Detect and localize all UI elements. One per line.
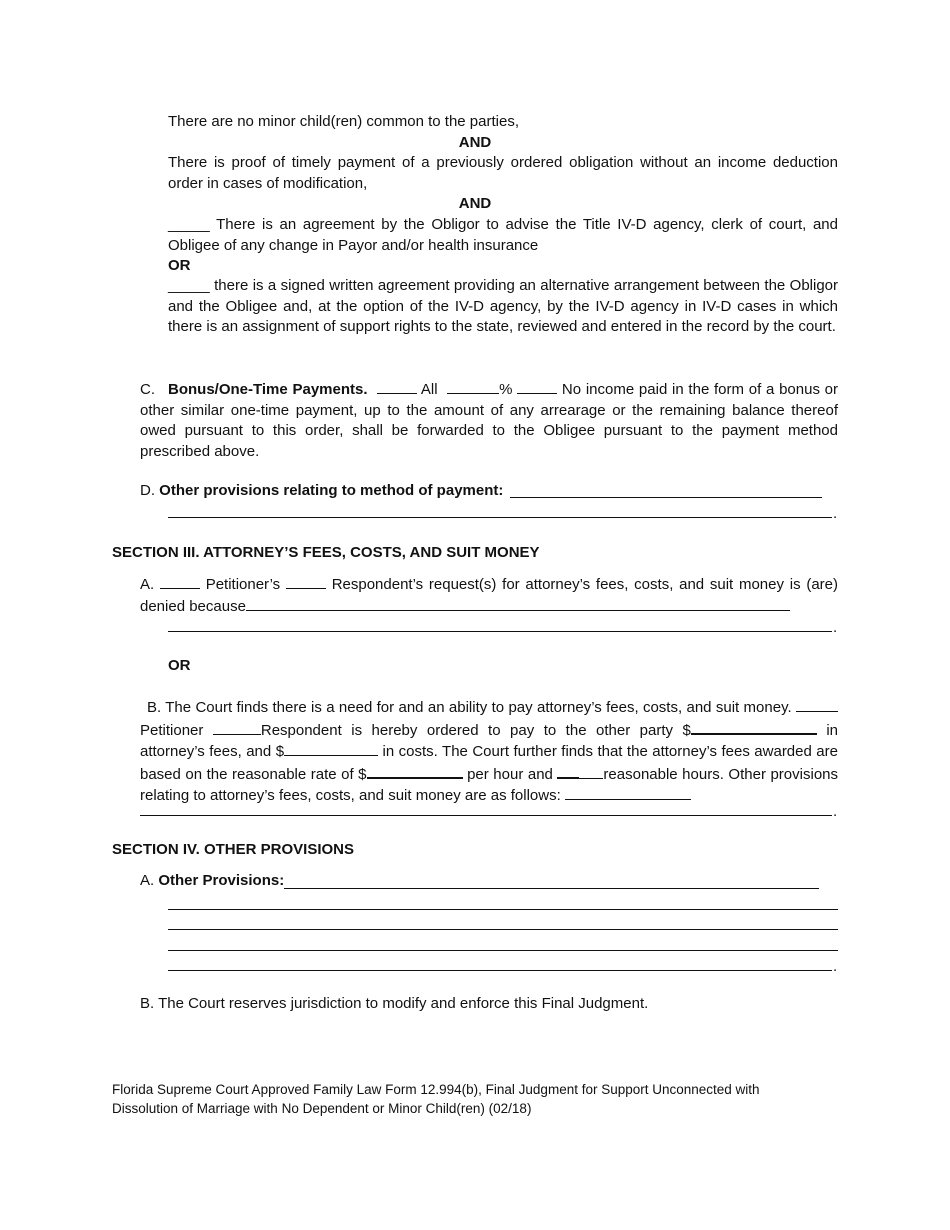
line-end-period: . <box>833 958 838 975</box>
other-provisions-blank-4[interactable] <box>168 950 838 951</box>
other-provisions-title: Other Provisions: <box>158 872 285 889</box>
or-connector-2: OR <box>168 657 191 674</box>
no-minor-children-text: There are no minor child(ren) common to the parties, <box>168 113 519 130</box>
other-payment-blank-2[interactable] <box>168 517 832 518</box>
section-4-heading: SECTION IV. OTHER PROVISIONS <box>112 841 354 858</box>
respondent-denied-blank[interactable] <box>286 574 326 589</box>
other-provisions-label-line: A. Other Provisions: <box>140 872 285 889</box>
denied-because-blank-2[interactable] <box>168 631 832 632</box>
bonus-percent-blank[interactable] <box>447 379 499 394</box>
and-connector-1: AND <box>458 134 492 151</box>
form-footer <box>112 1080 832 1118</box>
and-connector-2: AND <box>458 195 492 212</box>
bonus-title: Bonus/One-Time Payments. <box>168 381 368 398</box>
other-provisions-blank-5[interactable] <box>168 970 832 971</box>
petitioner-ordered-blank[interactable] <box>796 697 838 712</box>
fees-awarded-paragraph: B. The Court finds there is a need for and an ability to pay attorney’s fees, costs, and suit money. Petitioner Respondent is hereby ordered to pay to the other party $ in attorney’s fees, and $ in costs. The Court further finds that the attorney’s fees awarded are based on the reasonable rate of $ per hour and reasonable hours. Other provisions relating to attorney’s fees, costs, and suit money are as follows: <box>140 699 839 804</box>
costs-amount-blank[interactable] <box>284 741 378 756</box>
other-fees-blank-2[interactable] <box>140 815 832 816</box>
written-agreement-checkbox-blank[interactable]: _____ <box>168 277 210 294</box>
obligor-agreement-option[interactable]: _____ There is an agreement by the Obligor to advise the Title IV-D agency, clerk of court, and Obligee of any change in Payor and/or health insurance <box>168 216 838 254</box>
bonus-letter: C. <box>140 381 155 398</box>
fees-denied-paragraph: A. Petitioner’s Respondent’s request(s) for attorney’s fees, costs, and suit money is (are) denied because <box>140 576 838 615</box>
hourly-rate-blank[interactable] <box>367 763 463 779</box>
line-end-period: . <box>833 803 838 820</box>
written-agreement-option[interactable]: _____ there is a signed written agreement providing an alternative arrangement between the Obligor and the Obligee and, at the option of the IV-D agency, by the IV-D agency in IV-D cases in which there is an assignment of support rights to the state, reviewed and entered in the record by the court. <box>168 277 839 335</box>
respondent-ordered-blank[interactable] <box>213 720 261 735</box>
or-connector-1: OR <box>168 257 191 274</box>
line-end-period: . <box>833 505 838 522</box>
agreement-checkbox-blank[interactable]: _____ <box>168 216 210 233</box>
footer-line-1: Florida Supreme Court Approved Family Law Form 12.994(b), Final Judgment for Support Unconnected with <box>112 1082 760 1097</box>
other-provisions-blank-3[interactable] <box>168 929 838 930</box>
line-end-period: . <box>833 619 838 636</box>
other-fees-blank[interactable] <box>565 785 691 800</box>
other-payment-blank-1[interactable] <box>510 497 822 498</box>
fees-amount-blank[interactable] <box>691 719 817 735</box>
bonus-payments-paragraph: C. Bonus/One-Time Payments. All % No income paid in the form of a bonus or other similar one-time payment, up to the amount of any arrearage or the remaining balance thereof owed pursuant to this order, shall be forwarded to the Obligee pursuant to the payment method prescribed above. <box>140 381 839 460</box>
bonus-all-blank[interactable] <box>377 379 417 394</box>
other-payment-title: Other provisions relating to method of payment: <box>159 482 504 499</box>
jurisdiction-text: B. The Court reserves jurisdiction to modify and enforce this Final Judgment. <box>140 995 649 1012</box>
other-payment-provisions: D. Other provisions relating to method of payment: <box>140 482 504 499</box>
section-3-heading: SECTION III. ATTORNEY’S FEES, COSTS, AND SUIT MONEY <box>112 544 540 561</box>
timely-payment-text: There is proof of timely payment of a previously ordered obligation without an income deduction order in cases of modification, <box>168 154 838 192</box>
denied-because-blank[interactable] <box>246 596 790 611</box>
bonus-no-blank[interactable] <box>517 379 557 394</box>
footer-line-2: Dissolution of Marriage with No Dependent or Minor Child(ren) (02/18) <box>112 1101 532 1116</box>
hours-blank-b[interactable] <box>579 764 603 779</box>
petitioner-denied-blank[interactable] <box>160 574 200 589</box>
hours-blank-a[interactable] <box>557 763 579 779</box>
other-provisions-blank-2[interactable] <box>168 909 838 910</box>
other-provisions-blank-1[interactable] <box>284 888 819 889</box>
